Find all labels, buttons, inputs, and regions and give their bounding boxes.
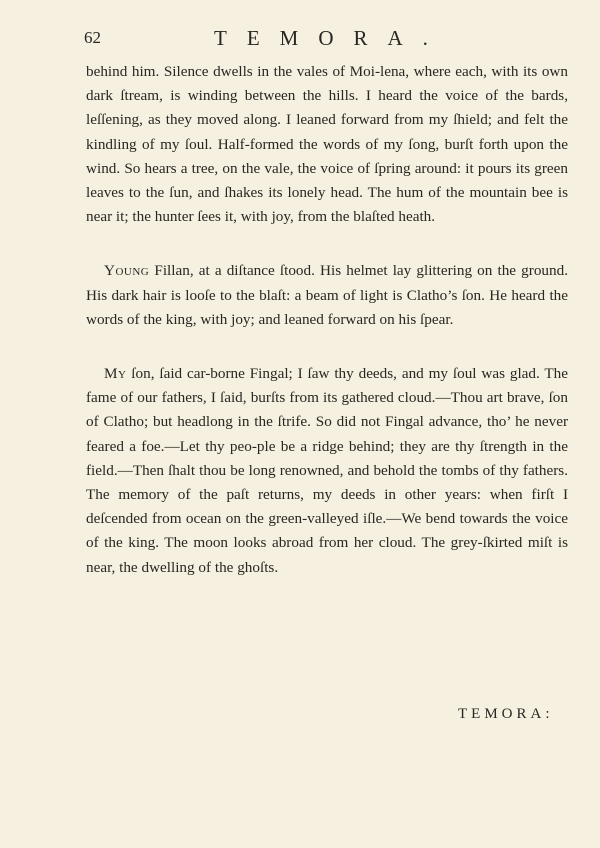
paragraph-3 [86,362,568,580]
paragraph-2-lead: Young [104,262,150,280]
page-number: 62 [84,28,101,47]
paragraph-1 [86,60,568,229]
page-header [84,28,514,52]
body-text [86,60,568,580]
paragraph-2 [86,259,568,332]
paragraph-2-text: Fillan, at a diſtance ſtood. His helmet lay glittering on the ground. His dark hair is looſe to the blaſt: a beam of light is Clatho’s ſon. He heard the words of the king, with joy; and leaned forward on his ſpear. [86,262,568,328]
paragraph-3-lead: My [104,365,127,383]
paragraph-1-text: behind him. Silence dwells in the vales of Moi-lena, where each, with its own dark ſtream, is winding between the hills. I heard the voice of the bards, leſſening, as they moved along. I leaned forward from my ſhield; and felt the kindling of my ſoul. Half-formed the words of my ſong, burſt forth upon the wind. So hears a tree, on the vale, the voice of ſpring around: it pours its green leaves to the ſun, and ſhakes its lonely head. The hum of the mountain bee is near it; the hunter ſees it, with joy, from the blaſted heath. [86,63,568,226]
paragraph-3-text: ſon, ſaid car-borne Fingal; I ſaw thy deeds, and my ſoul was glad. The fame of our fathers, I ſaid, burſts from its gathered cloud.—Thou art brave, ſon of Clatho; but headlong in the ſtrife. So did not Fingal advance, tho’ he never feared a foe.—Let thy peo-ple be a ridge behind; they are thy ſtrength in the field.—Then ſhalt thou be long renowned, and behold the tombs of thy fathers. The memory of the paſt returns, my deeds in other years: when firſt I deſcended from ocean on the green-valleyed iſle.—We bend towards the voice of the king. The moon looks abroad from her cloud. The grey-ſkirted miſt is near, the dwelling of the ghoſts. [86,365,568,576]
catchword: TEMORA: [458,706,554,722]
running-title: TEMORA. [214,26,448,50]
